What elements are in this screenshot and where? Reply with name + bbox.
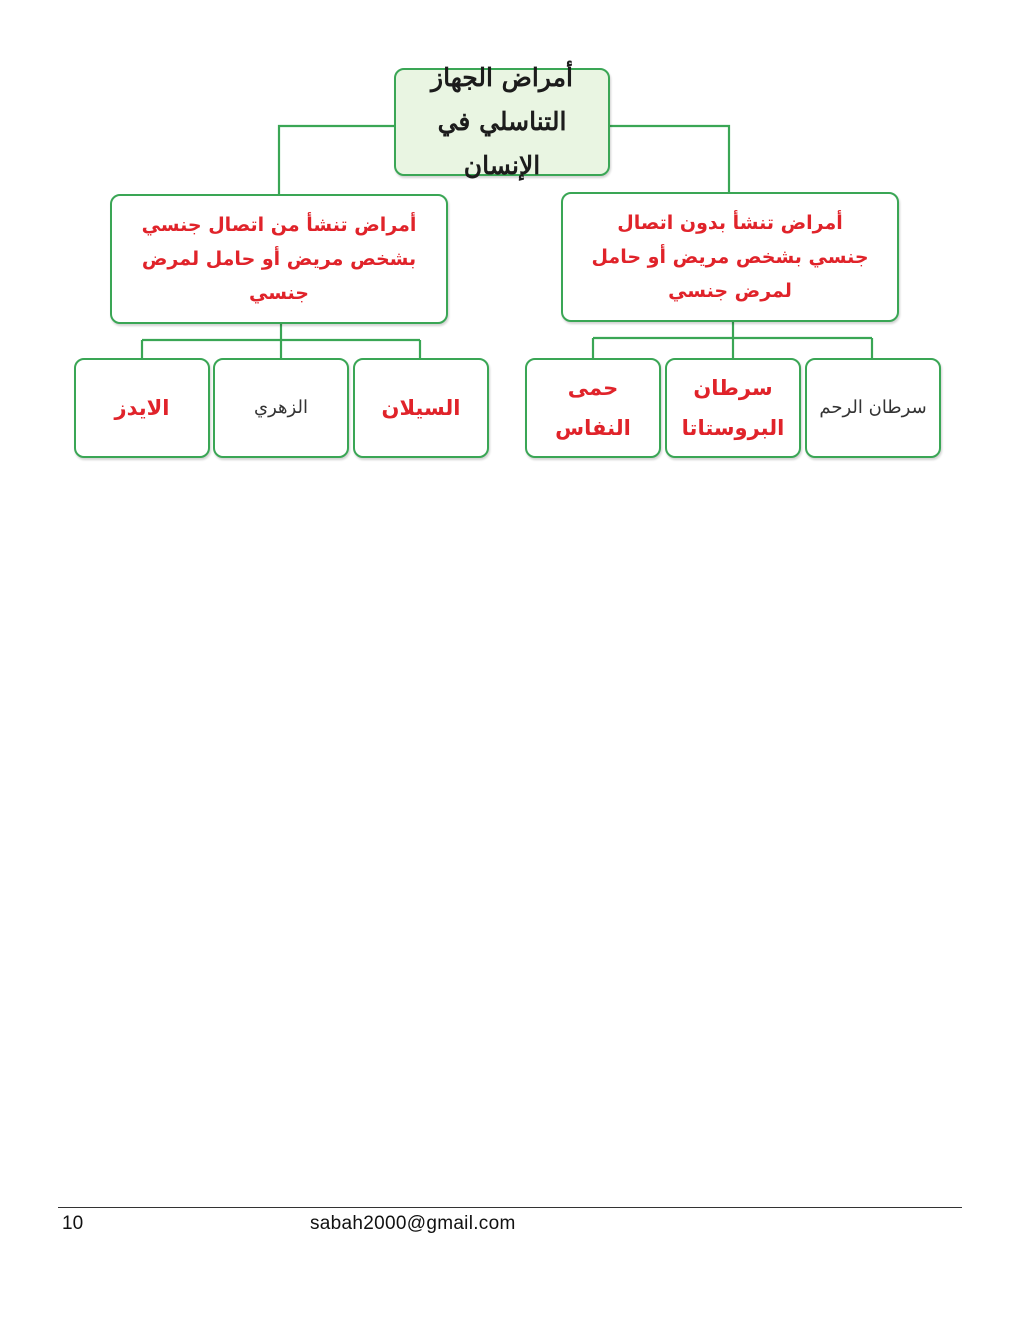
connector-root-right [610,126,729,192]
leaf-uterine-cancer [805,358,941,458]
leaf-prostate-cancer [665,358,801,458]
leaf-aids [74,358,210,458]
category-non-sexual-text: أمراض تنشأ بدون اتصال جنسي بشخص مريض أو حامل لمرض جنسي [591,212,869,302]
leaf-label: حمى النفاس [555,376,631,440]
root-title-line1: أمراض الجهاز [431,63,573,92]
leaf-syphilis [213,358,349,458]
category-non-sexual [561,192,899,322]
page-number: 10 [62,1213,84,1234]
leaf-label: الزهري [254,397,308,418]
diagram [0,0,1020,480]
footer-email: sabah2000@gmail.com [310,1213,516,1234]
leaf-puerperal-fever [525,358,661,458]
leaf-label: سرطان الرحم [819,397,927,418]
leaf-label: السيلان [381,396,461,420]
footer-divider [58,1207,962,1208]
leaf-gonorrhea [353,358,489,458]
leaf-label: سرطان البروستاتا [681,376,785,440]
connector-root-left [279,126,394,194]
category-sexual [110,194,448,324]
category-sexual-text: أمراض تنشأ من اتصال جنسي بشخص مريض أو حامل لمرض جنسي [141,214,417,304]
root-title-line2: التناسلي في الإنسان [437,107,567,180]
root-node [394,63,610,180]
leaf-label: الايدز [114,396,170,420]
